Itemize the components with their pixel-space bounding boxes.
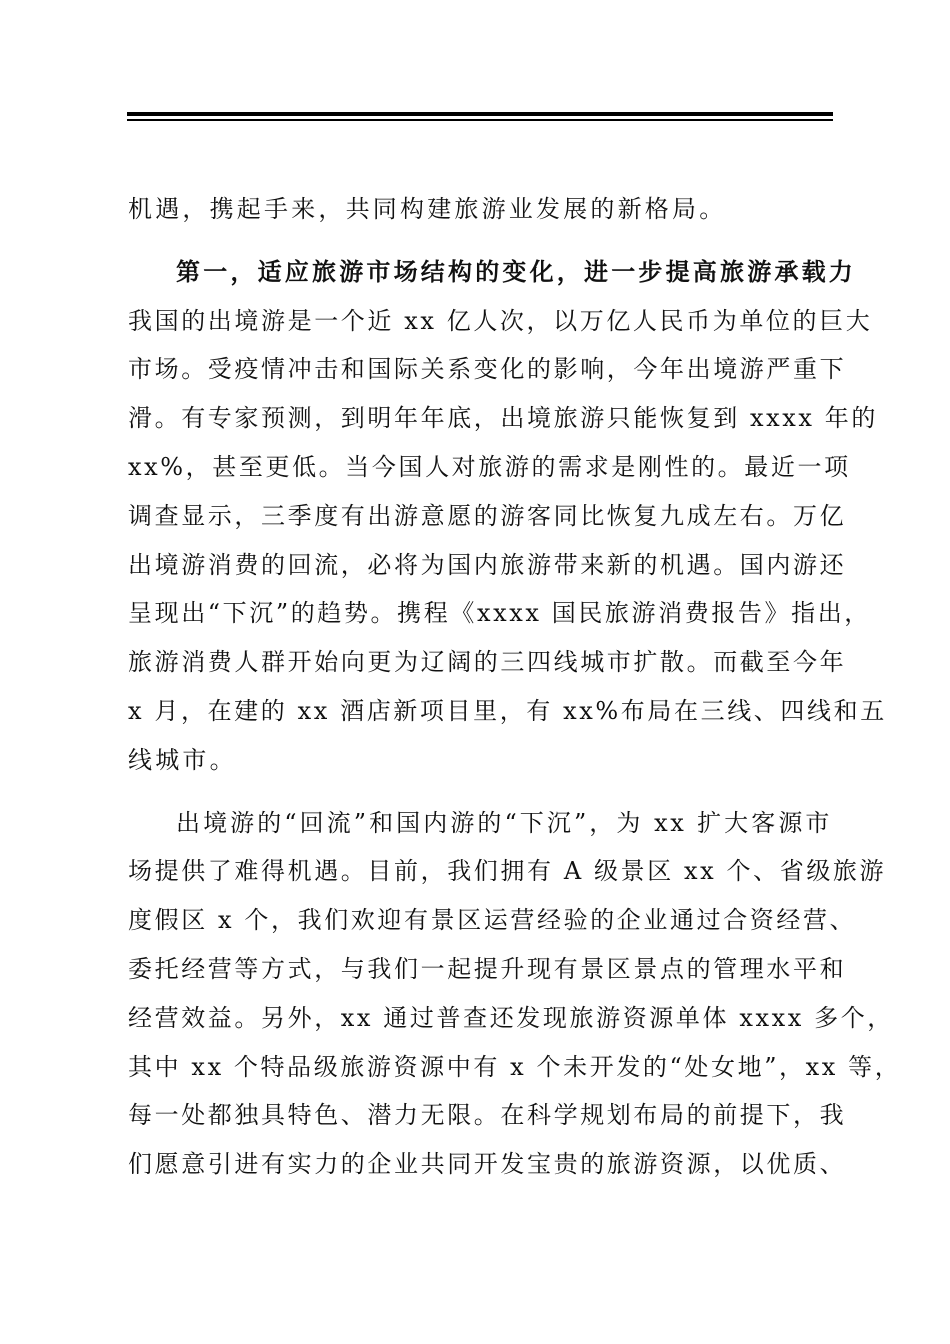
paragraph-line: 旅游消费人群开始向更为辽阔的三四线城市扩散。而截至今年 <box>128 648 847 677</box>
paragraph-line: 出境游消费的回流，必将为国内旅游带来新的机遇。国内游还 <box>128 550 847 579</box>
paragraph-line: 调查显示，三季度有出游意愿的游客同比恢复九成左右。万亿 <box>128 501 847 530</box>
paragraph-line: 度假区 x 个，我们欢迎有景区运营经验的企业通过合资经营、 <box>128 906 857 935</box>
document-body <box>128 185 902 1189</box>
paragraph-2 <box>128 799 902 1189</box>
paragraph-line: 们愿意引进有实力的企业共同开发宝贵的旅游资源，以优质、 <box>128 1150 847 1179</box>
paragraph-line: 呈现出“下沉”的趋势。携程《xxxx 国民旅游消费报告》指出， <box>128 599 871 628</box>
paragraph-1 <box>128 297 887 785</box>
paragraph-line: 场提供了难得机遇。目前，我们拥有 A 级景区 xx 个、省级旅游 <box>128 857 887 886</box>
section-heading: 第一，适应旅游市场结构的变化，进一步提高旅游承载力 <box>176 257 856 286</box>
paragraph-line: 每一处都独具特色、潜力无限。在科学规划布局的前提下，我 <box>128 1101 847 1130</box>
header-rule-thin <box>127 119 833 121</box>
paragraph-line: x 月，在建的 xx 酒店新项目里，有 xx%布局在三线、四线和五 <box>128 696 887 725</box>
paragraph-line: xx%，甚至更低。当今国人对旅游的需求是刚性的。最近一项 <box>128 452 851 481</box>
paragraph-line: 我国的出境游是一个近 xx 亿人次，以万亿人民币为单位的巨大 <box>128 306 873 335</box>
paragraph-line: 滑。有专家预测，到明年年底，出境旅游只能恢复到 xxxx 年的 <box>128 404 878 433</box>
intro-line: 机遇，携起手来，共同构建旅游业发展的新格局。 <box>128 195 727 223</box>
paragraph-line: 出境游的“回流”和国内游的“下沉”，为 xx 扩大客源市 <box>176 808 832 837</box>
paragraph-line: 线城市。 <box>128 745 237 774</box>
header-rule-thick <box>127 112 833 116</box>
header-double-rule <box>127 112 833 121</box>
paragraph-line: 经营效益。另外，xx 通过普查还发现旅游资源单体 xxxx 多个， <box>128 1003 894 1032</box>
paragraph-line: 市场。受疫情冲击和国际关系变化的影响，今年出境游严重下 <box>128 355 847 384</box>
paragraph-line: 其中 xx 个特品级旅游资源中有 x 个未开发的“处女地”，xx 等， <box>128 1052 902 1081</box>
paragraph-line: 委托经营等方式，与我们一起提升现有景区景点的管理水平和 <box>128 954 847 983</box>
